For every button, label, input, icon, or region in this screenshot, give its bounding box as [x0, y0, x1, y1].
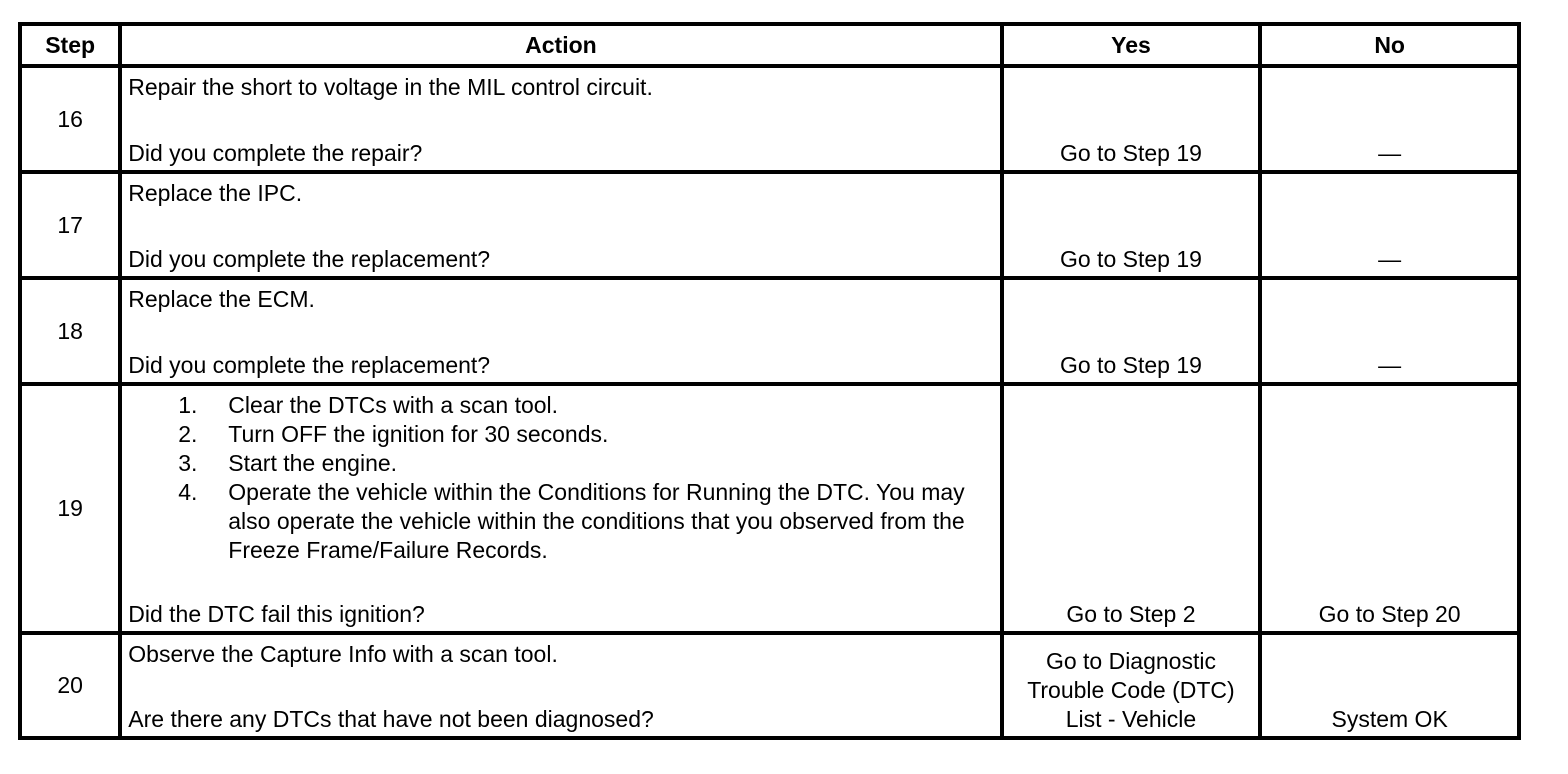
list-item-text: Clear the DTCs with a scan tool.	[228, 392, 559, 418]
list-item-text: Start the engine.	[228, 450, 398, 476]
yes-cell	[1002, 278, 1261, 384]
list-item	[178, 449, 993, 478]
no-result: —	[1378, 246, 1402, 272]
no-result: Go to Step 20	[1318, 601, 1461, 627]
action-question: Are there any DTCs that have not been diagnosed?	[128, 706, 654, 732]
yes-result: Go to Step 19	[1059, 352, 1202, 378]
action-cell	[120, 278, 1001, 384]
step-number: 19	[20, 384, 120, 633]
yes-cell	[1002, 172, 1261, 278]
step-number: 17	[20, 172, 120, 278]
step-number: 20	[20, 633, 120, 738]
action-cell	[120, 633, 1001, 738]
action-instruction: Replace the ECM.	[128, 286, 315, 312]
no-result: System OK	[1331, 706, 1448, 732]
table-row-step-16	[20, 66, 1519, 172]
no-cell	[1260, 278, 1519, 384]
table-row-step-18	[20, 278, 1519, 384]
yes-result: Go to Step 19	[1059, 140, 1202, 166]
list-item-number: 3.	[178, 450, 198, 476]
list-item-number: 2.	[178, 421, 198, 447]
header-no: No	[1260, 24, 1519, 66]
yes-result: Go to Step 2	[1066, 601, 1196, 627]
action-instruction: Repair the short to voltage in the MIL control circuit.	[128, 74, 653, 100]
header-row	[20, 24, 1519, 66]
action-instruction: Observe the Capture Info with a scan tool.	[128, 641, 558, 667]
action-question: Did you complete the replacement?	[128, 246, 491, 272]
step-number: 18	[20, 278, 120, 384]
step-number: 16	[20, 66, 120, 172]
header-step: Step	[20, 24, 120, 66]
table-row-step-20	[20, 633, 1519, 738]
list-item-text: Turn OFF the ignition for 30 seconds.	[228, 421, 609, 447]
yes-cell	[1002, 384, 1261, 633]
action-question: Did you complete the replacement?	[128, 352, 491, 378]
no-cell	[1260, 66, 1519, 172]
header-yes: Yes	[1002, 24, 1261, 66]
yes-cell	[1002, 633, 1261, 738]
no-cell	[1260, 633, 1519, 738]
procedure-list	[128, 391, 993, 565]
no-result: —	[1378, 352, 1402, 378]
no-result: —	[1378, 140, 1402, 166]
list-item-number: 4.	[178, 479, 198, 505]
table-row-step-19	[20, 384, 1519, 633]
diagnostic-table	[18, 22, 1521, 740]
action-cell	[120, 384, 1001, 633]
no-cell	[1260, 384, 1519, 633]
action-question: Did you complete the repair?	[128, 140, 423, 166]
header-action: Action	[120, 24, 1001, 66]
yes-cell	[1002, 66, 1261, 172]
list-item	[178, 420, 993, 449]
action-instruction: Replace the IPC.	[128, 180, 303, 206]
action-cell	[120, 172, 1001, 278]
action-cell	[120, 66, 1001, 172]
list-item	[178, 478, 993, 565]
yes-result: Go to Step 19	[1059, 246, 1202, 272]
table-row-step-17	[20, 172, 1519, 278]
no-cell	[1260, 172, 1519, 278]
list-item	[178, 391, 993, 420]
list-item-number: 1.	[178, 392, 198, 418]
yes-result-link: Go to Diagnostic Trouble Code (DTC) List - Vehicle	[1027, 648, 1235, 732]
list-item-text: Operate the vehicle within the Conditions for Running the DTC. You may also operate the vehicle within the conditions that you observed from the Freeze Frame/Failure Records.	[228, 479, 965, 563]
action-question: Did the DTC fail this ignition?	[128, 601, 425, 627]
